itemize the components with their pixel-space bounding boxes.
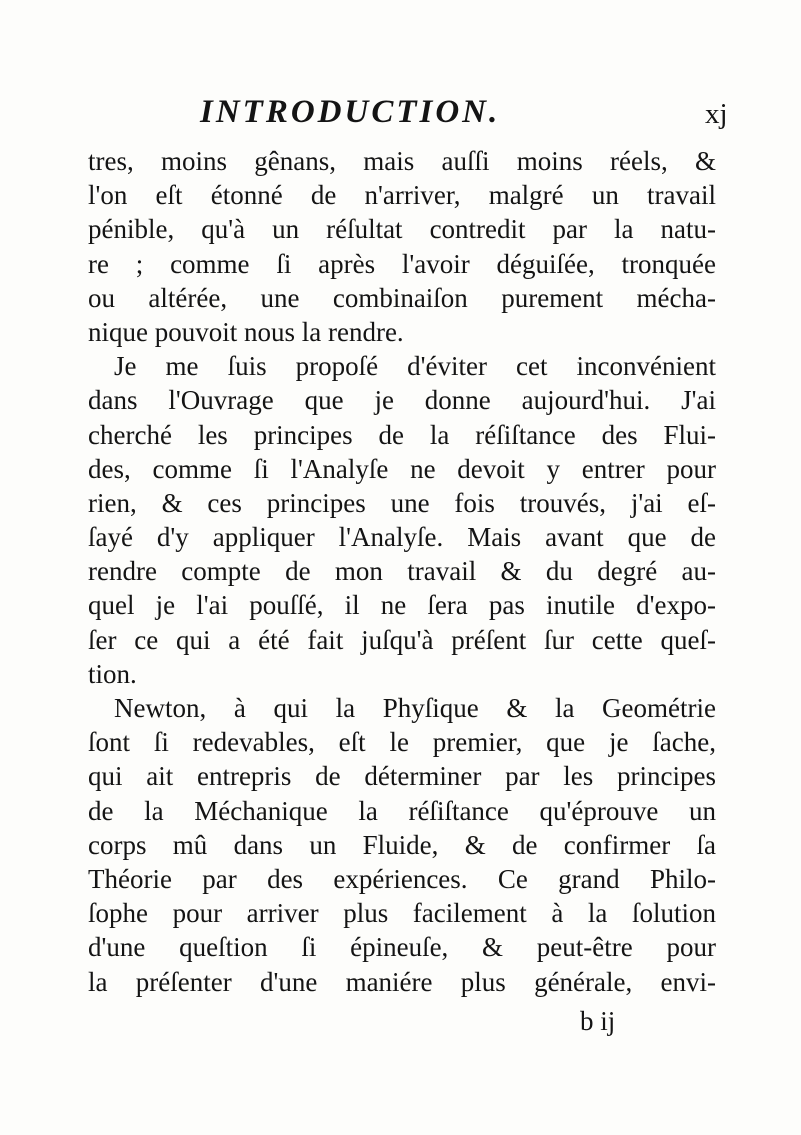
text-line: ſer ce qui a été fait juſqu'à préſent ſur cette queſ- [88,624,716,655]
text-line: dans l'Ouvrage que je donne aujourd'hui. J'ai [88,385,716,416]
text-line: ou altérée, une combinaiſon purement mécha- [88,282,716,313]
text-line: corps mû dans un Fluide, & de confirmer ſa [88,829,716,860]
text-line: tres, moins gênans, mais auſſi moins réels, & [88,146,716,176]
text-line: la préſenter d'une maniére plus générale, envi- [88,966,716,997]
text-line: Théorie par des expériences. Ce grand Philo- [88,863,716,894]
text-line: quel je l'ai pouſſé, il ne ſera pas inutile d'expo- [88,590,716,621]
running-title: INTRODUCTION. [200,94,501,130]
body-text [88,144,716,999]
text-line: re ; comme ſi après l'avoir déguiſée, tronquée [88,248,716,279]
text-line: rien, & ces principes une fois trouvés, j'ai eſ- [88,487,716,518]
signature-mark: b ij [580,1006,616,1036]
text-line: rendre compte de mon travail & du degré au- [88,556,716,587]
text-line: nique pouvoit nous la rendre. [88,316,404,347]
text-line: pénible, qu'à un réſultat contredit par la natu- [88,214,716,245]
paragraph-start-line: Je me ſuis propoſé d'éviter cet inconvénient [114,351,716,382]
text-line: de la Méchanique la réſiſtance qu'éprouve un [88,795,716,826]
text-line: des, comme ſi l'Analyſe ne devoit y entrer pour [88,453,716,484]
page-number: xj [705,98,728,130]
text-line: qui ait entrepris de déterminer par les principes [88,761,716,792]
text-line: ſont ſi redevables, eſt le premier, que je ſache, [88,727,716,758]
text-line: l'on eſt étonné de n'arriver, malgré un travail [88,180,716,211]
text-line: cherché les principes de la réſiſtance des Flui- [88,419,716,450]
text-line: d'une queſtion ſi épineuſe, & peut-être pour [88,932,716,963]
running-head [0,92,801,142]
paragraph-start-line: Newton, à qui la Phyſique & la Geométrie [114,693,716,723]
text-line: ſayé d'y appliquer l'Analyſe. Mais avant que de [88,522,716,553]
text-line: tion. [88,658,137,689]
text-line: ſophe pour arriver plus facilement à la ſolution [88,898,716,929]
